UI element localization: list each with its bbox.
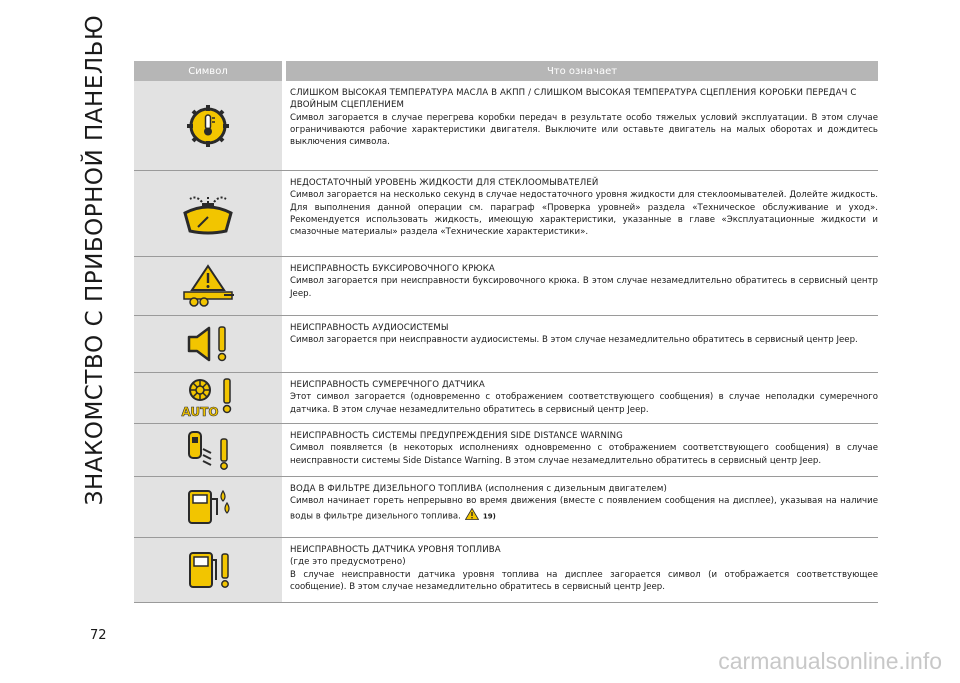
row-title: НЕДОСТАТОЧНЫЙ УРОВЕНЬ ЖИДКОСТИ ДЛЯ СТЕКЛООМЫВАТЕЛЕЙ xyxy=(290,178,599,188)
chapter-title xyxy=(60,14,130,506)
row-body: Символ загорается при неисправности аудиосистемы. В этом случае незамедлительно обратитесь в сервисный центр Jeep. xyxy=(290,335,858,346)
water-in-diesel-filter-icon xyxy=(183,485,233,529)
table-row xyxy=(134,477,878,538)
row-text xyxy=(286,424,878,476)
table-header xyxy=(134,61,878,81)
row-title: ВОДА В ФИЛЬТРЕ ДИЗЕЛЬНОГО ТОПЛИВА xyxy=(290,484,483,494)
row-body: Этот символ загорается (одновременно с отображением соответствующего сообщения) в случае неполадки сумеречного датчика. В этом случае незамедлительно обратитесь в сервисный центр Jeep. xyxy=(290,392,878,415)
warning-triangle-icon xyxy=(465,508,479,524)
icon-cell xyxy=(134,538,282,602)
icon-cell xyxy=(134,81,282,170)
table-row xyxy=(134,257,878,316)
row-body: Символ начинает гореть непрерывно во время движения (вместе с появлением сообщения на дисплее), указывая на наличие воды в фильтре дизельного топлива. xyxy=(290,496,878,522)
row-title: НЕИСПРАВНОСТЬ БУКСИРОВОЧНОГО КРЮКА xyxy=(290,264,495,274)
chapter-title-text: ЗНАКОМСТВО С ПРИБОРНОЙ ПАНЕЛЬЮ xyxy=(82,14,108,506)
icon-cell xyxy=(134,424,282,476)
twilight-sensor-fault-icon xyxy=(180,376,236,420)
row-title-line xyxy=(290,483,878,495)
table-row xyxy=(134,81,878,171)
audio-system-fault-icon xyxy=(185,324,231,364)
row-title: НЕИСПРАВНОСТЬ АУДИОСИСТЕМЫ xyxy=(290,323,449,333)
row-text xyxy=(286,316,878,372)
row-body: Символ появляется (в некоторых исполнениях одновременно с отображением соответствующего сообщения) в случае неисправности системы Side Distance Warning. В этом случае незамедлительно обратитесь в сервисный центр Jeep. xyxy=(290,443,878,466)
row-body: В случае неисправности датчика уровня топлива на дисплее загорается символ (и отображается соответствующее сообщение). В этом случае незамедлительно обратитесь в сервисный центр Jeep. xyxy=(290,569,878,592)
row-title-note: (где это предусмотрено) xyxy=(290,557,406,568)
footnote-ref: 19) xyxy=(482,512,496,521)
page-number: 72 xyxy=(90,628,107,643)
icon-cell xyxy=(134,477,282,537)
auto-label: AUTO xyxy=(181,405,219,419)
header-symbol: Символ xyxy=(188,65,228,77)
side-distance-warning-fault-icon xyxy=(183,429,233,471)
row-title-note: (исполнения с дизельным двигателем) xyxy=(485,484,667,494)
row-text xyxy=(286,477,878,537)
icon-cell xyxy=(134,171,282,256)
header-meaning: Что означает xyxy=(546,65,618,77)
row-text xyxy=(286,81,878,170)
row-title: НЕИСПРАВНОСТЬ СУМЕРЕЧНОГО ДАТЧИКА xyxy=(290,380,485,390)
table-row xyxy=(134,171,878,257)
row-title: НЕИСПРАВНОСТЬ ДАТЧИКА УРОВНЯ ТОПЛИВА xyxy=(290,545,501,555)
row-title: НЕИСПРАВНОСТЬ СИСТЕМЫ ПРЕДУПРЕЖДЕНИЯ SIDE DISTANCE WARNING xyxy=(290,431,623,441)
row-text xyxy=(286,171,878,256)
watermark: carmanualsonline.info xyxy=(718,648,942,674)
icon-cell xyxy=(134,316,282,372)
row-text xyxy=(286,538,878,602)
icon-cell xyxy=(134,373,282,423)
row-text xyxy=(286,373,878,423)
trailer-hitch-warning-icon xyxy=(180,264,236,308)
table-row xyxy=(134,424,878,477)
row-body: Символ загорается в случае перегрева коробки передач в результате особо тяжелых условий эксплуатации. В этом случае ограничиваются рабочие характеристики двигателя. Выключите или оставьте двигатель на малых оборотах и дождитесь выключения символа. xyxy=(290,112,878,148)
row-title: СЛИШКОМ ВЫСОКАЯ ТЕМПЕРАТУРА МАСЛА В АКПП / СЛИШКОМ ВЫСОКАЯ ТЕМПЕРАТУРА СЦЕПЛЕНИЯ КОРОБКИ ПЕРЕДАЧ С ДВОЙНЫМ СЦЕПЛЕНИЕМ xyxy=(290,88,857,111)
row-body: Символ загорается на несколько секунд в случае недостаточного уровня жидкости для стеклоомывателей. Долейте жидкость. Для выполнения данной операции см. параграф «Проверка уровней» раздела «Техническое обслуживание и уход». Рекомендуется использовать жидкость, имеющую характеристики, указанные в главе «Эксплуатационные жидкости и смазочные материалы» раздела «Технические характеристики». xyxy=(290,190,878,238)
table-row xyxy=(134,316,878,373)
row-body: Символ загорается при неисправности буксировочного крюка. В этом случае незамедлительно обратитесь в сервисный центр Jeep. xyxy=(290,276,878,299)
symbols-table xyxy=(134,61,878,603)
gearbox-temperature-icon xyxy=(185,103,231,149)
washer-fluid-icon xyxy=(180,193,236,235)
table-row xyxy=(134,373,878,424)
row-text xyxy=(286,257,878,315)
table-row xyxy=(134,538,878,603)
row-body-line xyxy=(290,495,878,524)
fuel-level-sensor-fault-icon xyxy=(184,548,232,592)
icon-cell xyxy=(134,257,282,315)
